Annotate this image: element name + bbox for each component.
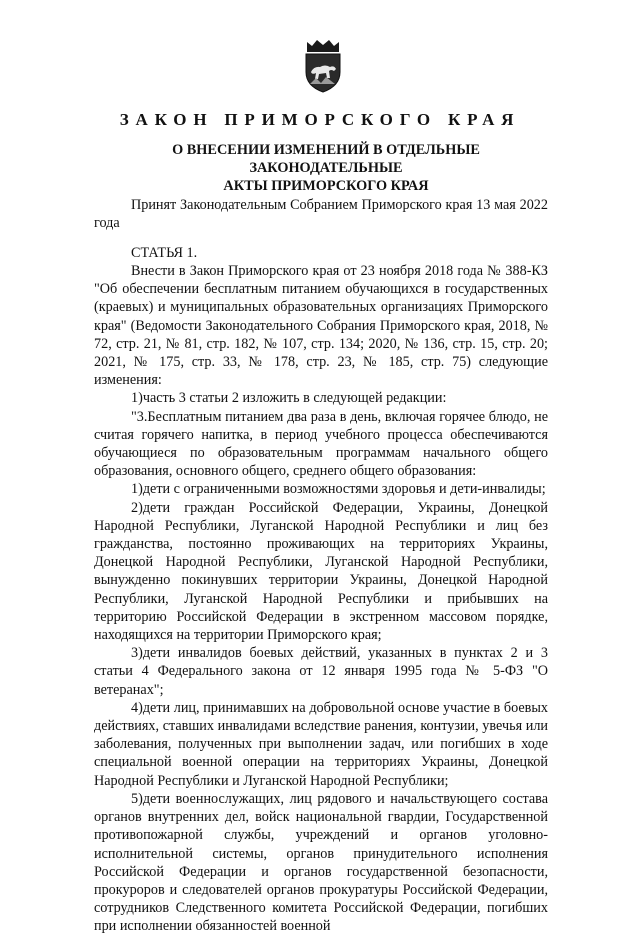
law-subtitle: [96, 141, 556, 195]
article-paragraph: "3.Бесплатным питанием два раза в день, включая горячее блюдо, не считая горячего напитка, в период учебного процесса обеспечиваются обучающиеся по образовательным программам начального общего образования, основного общего, среднего общего образования:: [94, 408, 548, 480]
coat-of-arms-icon: [301, 38, 345, 94]
article-paragraph: 1)дети с ограниченными возможностями здоровья и дети-инвалиды;: [131, 481, 546, 498]
article-paragraph: Внести в Закон Приморского края от 23 ноября 2018 года № 388-КЗ "Об обеспечении бесплатным питанием обучающихся в государственных (краевых) и муниципальных образовательных организациях Приморского края" (Ведомости Законодательного Собрания Приморского края, 2018, № 72, стр. 21, № 81, стр. 182, № 107, стр. 134; 2020, № 136, стр. 15, стр. 20; 2021, № 175, стр. 33, № 178, стр. 23, № 185, стр. 75) следующие изменения:: [94, 263, 548, 389]
article-body: [94, 262, 548, 936]
law-title: ЗАКОН ПРИМОРСКОГО КРАЯ: [119, 110, 521, 129]
article-paragraph: 4)дети лиц, принимавших на добровольной основе участие в боевых действиях, ставших инвалидами вследствие ранения, контузии, увечья или заболевания, полученных при выполнении задач, или погибших в ходе специальной военной операции на территориях Украины, Донецкой Народной Республики и Луганской Народной Республики;: [94, 699, 548, 789]
law-subtitle-line-2: АКТЫ ПРИМОРСКОГО КРАЯ: [223, 178, 429, 194]
law-subtitle-line-1: О ВНЕСЕНИИ ИЗМЕНЕНИЙ В ОТДЕЛЬНЫЕ ЗАКОНОДАТЕЛЬНЫЕ: [172, 142, 480, 176]
article-paragraph: 2)дети граждан Российской Федерации, Украины, Донецкой Народной Республики, Луганской Народной Республики и лиц без гражданства, постоянно проживающих на территориях Украины, Донецкой Народной Республики, Луганской Народной Республики, вынужденно покинувших территории Украины, Донецкой Народной Республики, Луганской Народной Республики и прибывших на территорию Российской Федерации в экстренном массовом порядке, находящихся на территории Приморского края;: [94, 499, 548, 644]
article-paragraph: 1)часть 3 статьи 2 изложить в следующей редакции:: [131, 390, 447, 407]
adoption-statement: Принят Законодательным Собранием Приморского края 13 мая 2022 года: [94, 197, 548, 231]
article-paragraph: 3)дети инвалидов боевых действий, указанных в пунктах 2 и 3 статьи 4 Федерального закона от 12 января 1995 года № 5-ФЗ "О ветеранах";: [94, 645, 548, 698]
article-paragraph: 5)дети военнослужащих, лиц рядового и начальствующего состава органов внутренних дел, войск национальной гвардии, Государственной противопожарной службы, учреждений и органов уголовно-исполнительной системы, органов принудительного исполнения Российской Федерации и органов государственной безопасности, прокуроров и следователей органов прокуратуры Российской Федерации, сотрудников Следственного комитета Российской Федерации, погибших при исполнении обязанностей военной: [94, 790, 548, 935]
article-heading: СТАТЬЯ 1.: [131, 245, 198, 261]
